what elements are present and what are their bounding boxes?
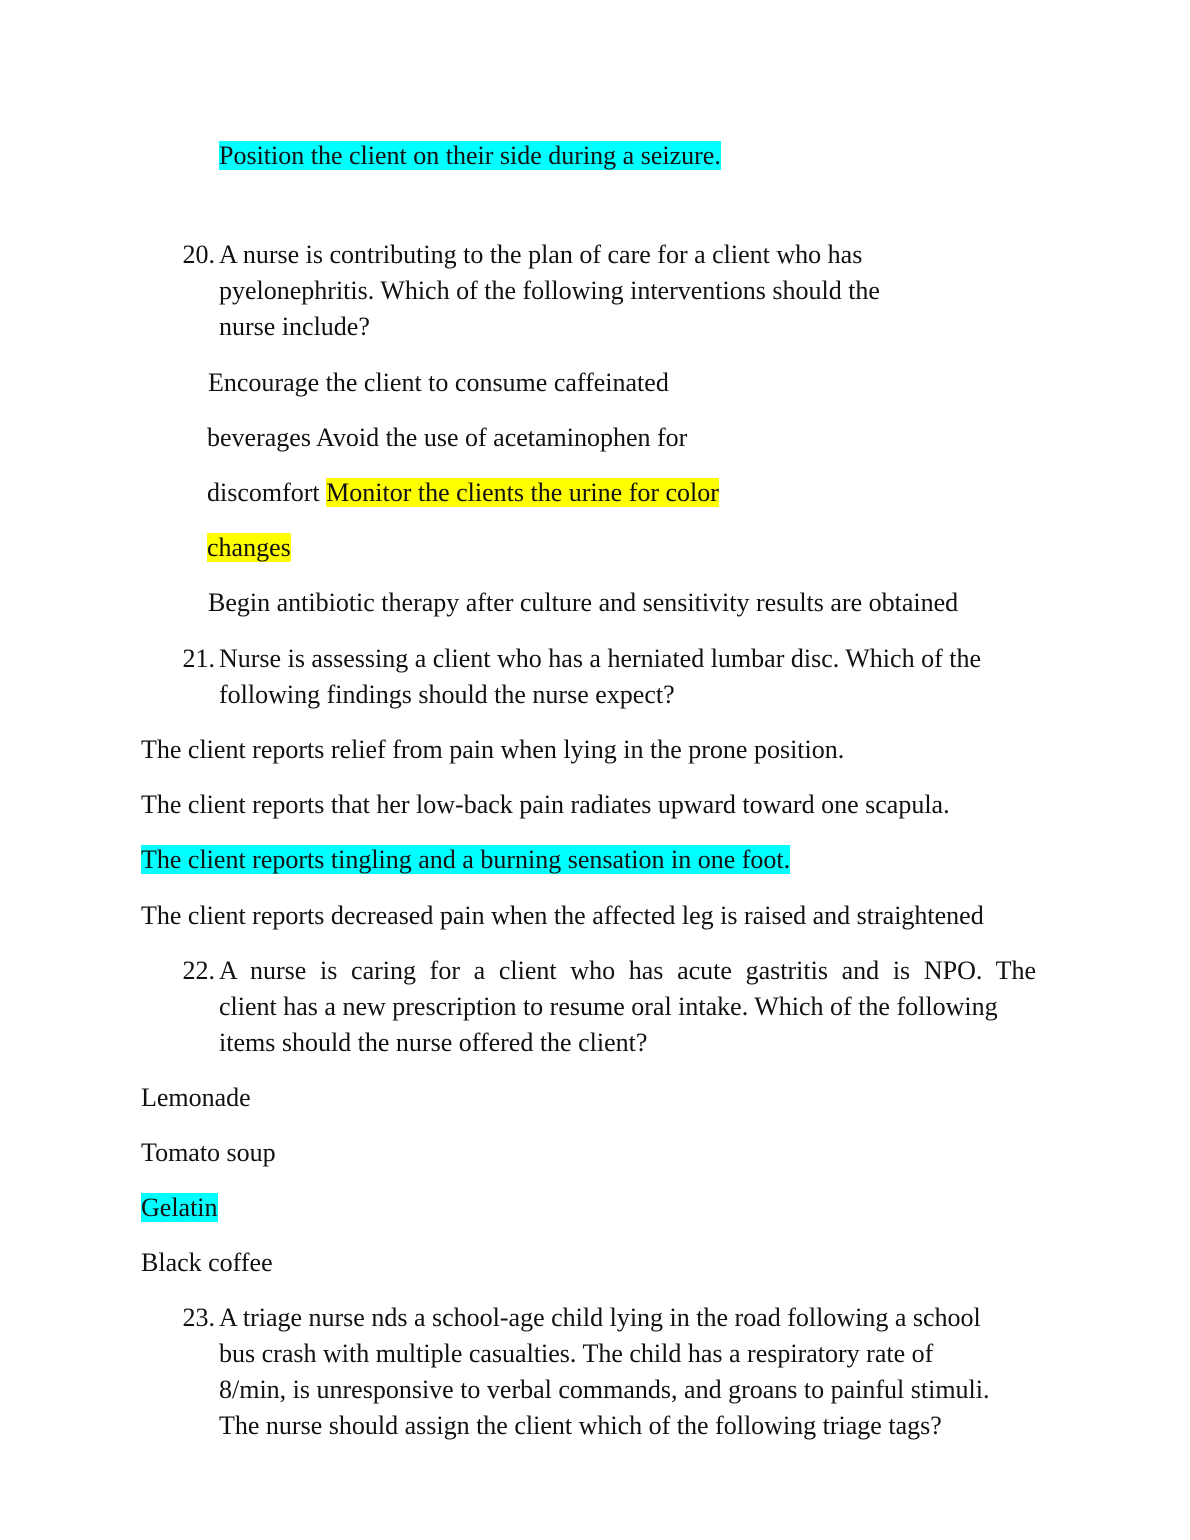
q20-stem-line-2: pyelonephritis. Which of the following interventions should the <box>219 276 880 305</box>
q22-option-2: Tomato soup <box>141 1138 276 1167</box>
q23-stem-line-1: A triage nurse nds a school-age child lying in the road following a school <box>219 1303 981 1332</box>
q21-stem-line-1: Nurse is assessing a client who has a herniated lumbar disc. Which of the <box>219 644 981 673</box>
q22-number: 22. <box>182 956 215 985</box>
q20-option-last: Begin antibiotic therapy after culture and sensitivity results are obtained <box>208 588 959 617</box>
q23-number: 23. <box>182 1303 215 1332</box>
q21-option-2: The client reports that her low-back pain radiates upward toward one scapula. <box>141 790 950 819</box>
q20-stem-line-3: nurse include? <box>219 312 370 341</box>
q21-number: 21. <box>182 644 215 673</box>
q21-option-1: The client reports relief from pain when lying in the prone position. <box>141 735 845 764</box>
q20-correct-answer-part-2: changes <box>207 533 291 562</box>
q22-stem-line-3: items should the nurse offered the client? <box>219 1028 648 1057</box>
q20-number: 20. <box>182 240 215 269</box>
q23-stem-line-2: bus crash with multiple casualties. The child has a respiratory rate of <box>219 1339 934 1368</box>
q22-stem-line-2: client has a new prescription to resume oral intake. Which of the following <box>219 992 998 1021</box>
q22-stem-line-1: A nurse is caring for a client who has acute gastritis and is NPO. The <box>219 956 1036 985</box>
q20-option-line-3 <box>207 476 719 510</box>
q20-correct-answer-part-1: Monitor the clients the urine for color <box>326 478 719 507</box>
q20-option-line-1: Encourage the client to consume caffeinated <box>208 368 669 397</box>
q22-option-4: Black coffee <box>141 1248 273 1277</box>
q22-option-3-correct: Gelatin <box>141 1193 218 1222</box>
q21-option-4: The client reports decreased pain when the affected leg is raised and straightened <box>141 901 984 930</box>
q19-answer-highlighted: Position the client on their side during a seizure. <box>219 141 721 170</box>
q22-option-1: Lemonade <box>141 1083 251 1112</box>
q23-stem-line-3: 8/min, is unresponsive to verbal commands, and groans to painful stimuli. <box>219 1375 990 1404</box>
q20-option-line-3-text: discomfort <box>207 478 327 507</box>
q20-option-line-2: beverages Avoid the use of acetaminophen for <box>207 423 688 452</box>
q21-stem-line-2: following findings should the nurse expect? <box>219 680 675 709</box>
q23-stem-line-4: The nurse should assign the client which of the following triage tags? <box>219 1411 942 1440</box>
q20-stem-line-1: A nurse is contributing to the plan of care for a client who has <box>219 240 863 269</box>
q21-option-3-correct: The client reports tingling and a burning sensation in one foot. <box>141 845 791 874</box>
